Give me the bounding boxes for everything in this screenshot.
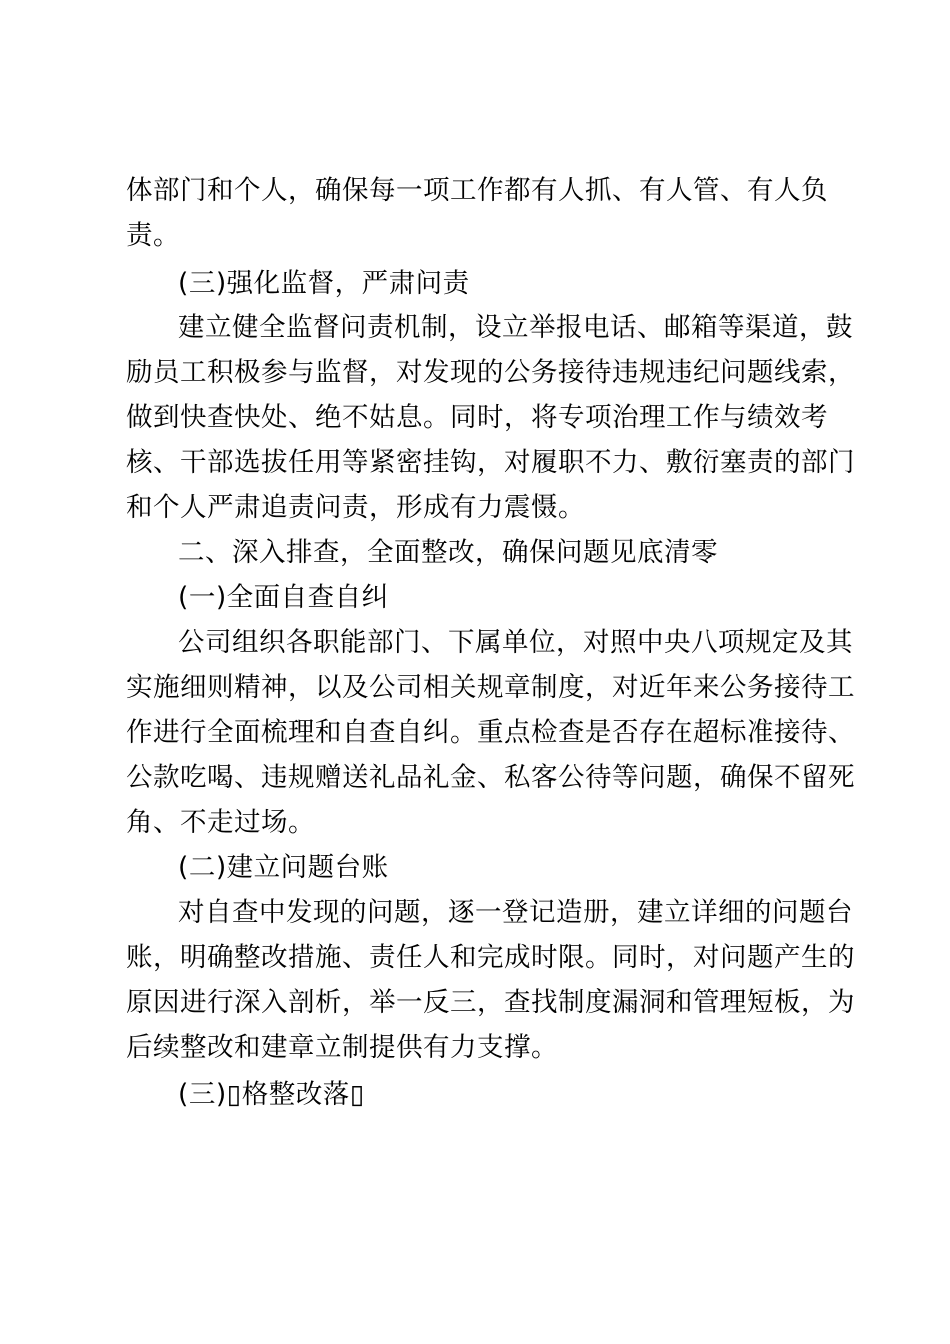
paragraph-line: 后续整改和建章立制提供有力支撑。	[126, 1032, 558, 1063]
paragraph-line: 角、不走过场。	[126, 807, 315, 838]
paragraph-line: 核、干部选拔任用等紧密挂钩，对履职不力、敷衍塞责的部门	[126, 447, 855, 478]
paragraph-line: 账，明确整改措施、责任人和完成时限。同时，对问题产生的	[126, 942, 855, 973]
paragraph-line: 做到快查快处、绝不姑息。同时，将专项治理工作与绩效考	[126, 402, 828, 433]
paragraph-line: 公司组织各职能部门、下属单位，对照中央八项规定及其	[178, 627, 853, 658]
paragraph-line: 对自查中发现的问题，逐一登记造册，建立详细的问题台	[178, 897, 853, 928]
section-heading: (三)▯格整改落▯	[178, 1079, 365, 1110]
paragraph-line: 和个人严肃追责问责，形成有力震慑。	[126, 492, 585, 523]
paragraph-line: 作进行全面梳理和自查自纠。重点检查是否存在超标准接待、	[126, 717, 855, 748]
paragraph-line: 体部门和个人，确保每一项工作都有人抓、有人管、有人负	[126, 175, 828, 206]
section-heading: (三)强化监督，严肃问责	[178, 268, 470, 299]
paragraph-line: 励员工积极参与监督，对发现的公务接待违规违纪问题线索，	[126, 357, 855, 388]
paragraph-line: 原因进行深入剖析，举一反三，查找制度漏洞和管理短板，为	[126, 987, 855, 1018]
section-heading: (二)建立问题台账	[178, 852, 389, 883]
paragraph-line: 建立健全监督问责机制，设立举报电话、邮箱等渠道，鼓	[178, 312, 853, 343]
section-heading: (一)全面自查自纠	[178, 582, 389, 613]
paragraph-line: 实施细则精神，以及公司相关规章制度，对近年来公务接待工	[126, 672, 855, 703]
chapter-heading: 二、深入排查，全面整改，确保问题见底清零	[178, 537, 718, 568]
paragraph-line: 责。	[126, 220, 180, 251]
paragraph-line: 公款吃喝、违规赠送礼品礼金、私客公待等问题，确保不留死	[126, 762, 855, 793]
